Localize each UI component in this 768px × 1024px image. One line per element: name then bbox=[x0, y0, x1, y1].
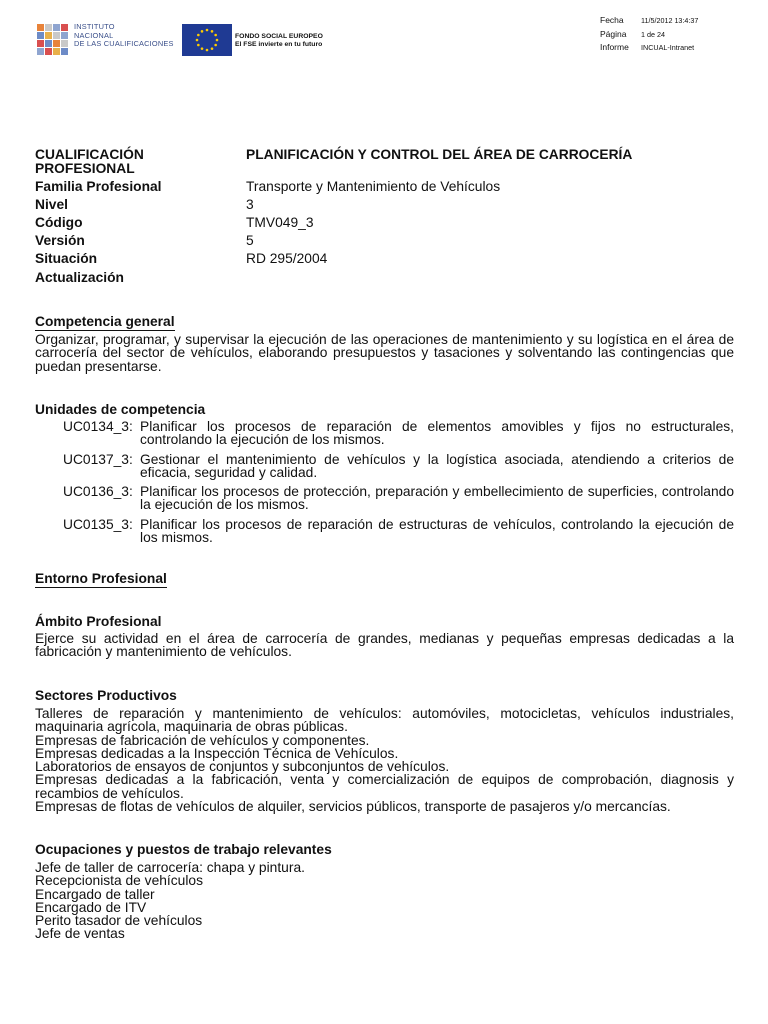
ident-label: CUALIFICACIÓN PROFESIONAL bbox=[35, 147, 144, 176]
meta-label: Fecha bbox=[600, 15, 624, 25]
qualification-identification bbox=[35, 148, 735, 289]
ident-label: Nivel bbox=[35, 197, 68, 212]
ident-value: 3 bbox=[246, 197, 254, 212]
list-item: Empresas de flotas de vehículos de alquiler, servicios públicos, transporte de pasajeros y/o mercancías. bbox=[35, 799, 671, 815]
eu-star-icon bbox=[216, 39, 219, 42]
list-item: Empresas de fabricación de vehículos y componentes. bbox=[35, 732, 370, 748]
ident-row bbox=[35, 216, 735, 234]
eu-star-icon bbox=[206, 29, 209, 32]
fse-title: FONDO SOCIAL EUROPEO bbox=[235, 33, 323, 40]
ident-label: Versión bbox=[35, 233, 85, 248]
ident-row bbox=[35, 234, 735, 252]
eu-star-icon bbox=[201, 47, 204, 50]
uc-code: UC0135_3: bbox=[63, 516, 133, 532]
ident-label: Familia Profesional bbox=[35, 179, 162, 194]
eu-star-icon bbox=[197, 44, 200, 47]
eu-star-icon bbox=[197, 34, 200, 37]
uc-text: Gestionar el mantenimiento de vehículos y la logística asociada, atendiendo a criterios de eficacia, seguridad y calidad. bbox=[140, 451, 734, 480]
entorno-heading: Entorno Profesional bbox=[35, 571, 167, 586]
eu-star-icon bbox=[196, 39, 199, 42]
ident-value: Transporte y Mantenimiento de Vehículos bbox=[246, 179, 501, 194]
list-item: Laboratorios de ensayos de conjuntos y subconjuntos de vehículos. bbox=[35, 759, 450, 775]
meta-value: 1 de 24 bbox=[641, 29, 665, 39]
ident-value: RD 295/2004 bbox=[246, 251, 328, 266]
list-item: Jefe de ventas bbox=[35, 926, 125, 942]
ident-value: 5 bbox=[246, 233, 254, 248]
list-item: Jefe de taller de carrocería: chapa y pintura. bbox=[35, 860, 305, 875]
list-item: Encargado de ITV bbox=[35, 899, 147, 915]
ocupaciones-list bbox=[35, 861, 734, 941]
incual-logo-text bbox=[74, 23, 174, 49]
eu-star-icon bbox=[214, 44, 217, 47]
list-item: Talleres de reparación y mantenimiento de vehículos: automóviles, motocicletas, vehículos industriales, maquinaria agrícola, maquinaria de obras públicas. bbox=[35, 706, 734, 735]
eu-star-icon bbox=[214, 34, 217, 37]
list-item: Perito tasador de vehículos bbox=[35, 913, 203, 929]
ident-row bbox=[35, 252, 735, 271]
list-item: Empresas dedicadas a la fabricación, venta y comercialización de equipos de comprobación, diagnosis y recambios de vehículos. bbox=[35, 772, 734, 801]
fse-slogan: El FSE invierte en tu futuro bbox=[235, 41, 323, 48]
meta-value: 11/5/2012 13:4:37 bbox=[641, 16, 699, 25]
ident-label: Código bbox=[35, 215, 83, 230]
ident-row bbox=[35, 198, 735, 216]
ident-label: Situación bbox=[35, 251, 98, 266]
list-item bbox=[63, 453, 734, 480]
meta-value: INCUAL-Intranet bbox=[641, 43, 695, 52]
uc-text: Planificar los procesos de reparación de elementos amovibles y fijos no estructurales, controlando la ejecución de los mismos. bbox=[140, 419, 734, 448]
ambito-text: Ejerce su actividad en el área de carrocería de grandes, medianas y pequeñas empresas dedicadas a la fabricación y mantenimiento de vehículos. bbox=[35, 631, 734, 660]
uc-code: UC0134_3: bbox=[63, 419, 133, 434]
uc-code: UC0137_3: bbox=[63, 451, 133, 467]
ident-row bbox=[35, 148, 735, 180]
eu-star-icon bbox=[211, 30, 214, 33]
incual-logo bbox=[37, 22, 177, 58]
eu-flag-icon bbox=[182, 24, 232, 56]
ident-label: Actualización bbox=[35, 270, 124, 285]
ident-row bbox=[35, 271, 735, 289]
sectores-list bbox=[35, 707, 734, 813]
uc-text: Planificar los procesos de protección, preparación y embellecimiento de superficies, controlando la ejecución de los mismos. bbox=[140, 484, 734, 513]
fse-logo-text bbox=[235, 33, 323, 49]
list-item bbox=[63, 518, 734, 545]
incual-logo-mark bbox=[37, 24, 68, 55]
list-item: Recepcionista de vehículos bbox=[35, 873, 203, 889]
competencia-text: Organizar, programar, y supervisar la ejecución de las operaciones de mantenimiento y su logística en el área de carrocería del sector de vehículos, elaborando presupuestos y tasaciones y solventando las contingencias que puedan presentarse. bbox=[35, 332, 734, 374]
uc-code: UC0136_3: bbox=[63, 484, 133, 500]
incual-logo-line: INSTITUTO bbox=[74, 22, 115, 31]
meta-label: Página bbox=[600, 28, 627, 39]
unidades-list bbox=[63, 420, 734, 550]
ident-value: TMV049_3 bbox=[246, 215, 314, 230]
eu-star-icon bbox=[206, 49, 209, 52]
sectores-heading: Sectores Productivos bbox=[35, 688, 177, 703]
eu-star-icon bbox=[201, 30, 204, 33]
list-item: Encargado de taller bbox=[35, 886, 155, 902]
list-item bbox=[63, 420, 734, 447]
uc-text: Planificar los procesos de reparación de estructuras de vehículos, controlando la ejecución de los mismos. bbox=[140, 516, 734, 546]
incual-logo-line: DE LAS CUALIFICACIONES bbox=[74, 39, 174, 49]
fse-logo bbox=[182, 24, 362, 56]
eu-star-icon bbox=[211, 47, 214, 50]
ident-row bbox=[35, 180, 735, 198]
unidades-heading: Unidades de competencia bbox=[35, 402, 206, 417]
ident-value: PLANIFICACIÓN Y CONTROL DEL ÁREA DE CARROCERÍA bbox=[246, 147, 633, 162]
ambito-heading: Ámbito Profesional bbox=[35, 614, 162, 629]
ocupaciones-heading: Ocupaciones y puestos de trabajo relevantes bbox=[35, 842, 332, 857]
incual-logo-line: NACIONAL bbox=[74, 30, 114, 40]
list-item: Empresas dedicadas a la Inspección Técnica de Vehículos. bbox=[35, 745, 399, 761]
competencia-heading: Competencia general bbox=[35, 314, 175, 329]
list-item bbox=[63, 485, 734, 512]
meta-label: Informe bbox=[600, 42, 629, 52]
